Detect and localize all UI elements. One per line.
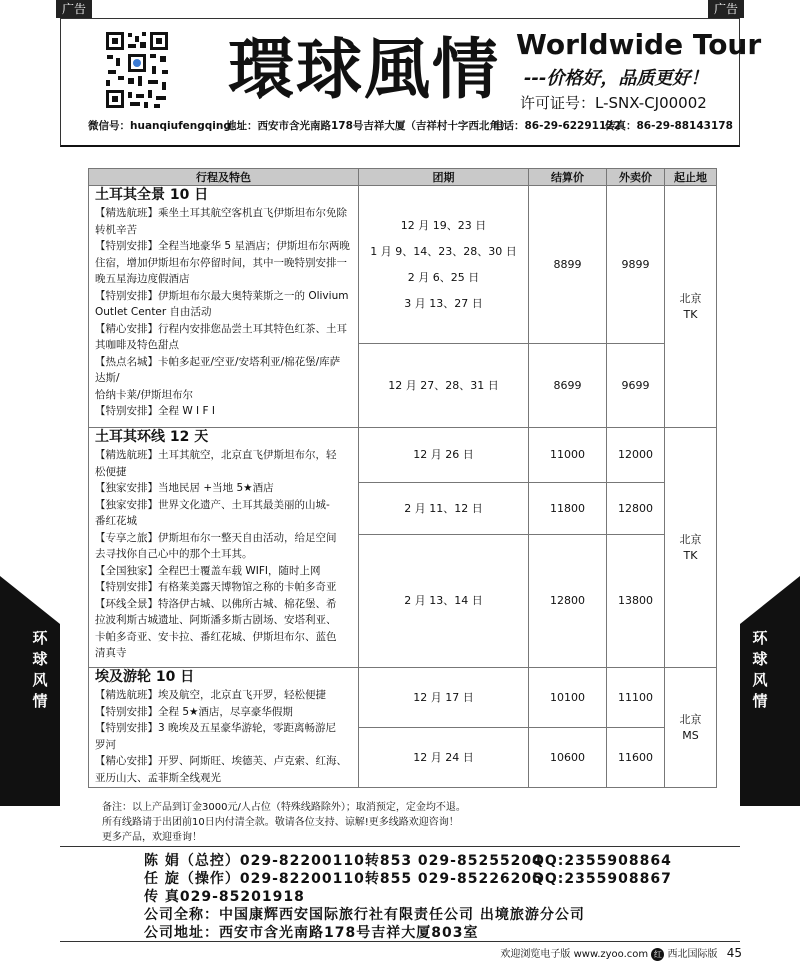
retail-price: 13800	[607, 535, 665, 668]
side-text-right	[750, 628, 770, 712]
date-line: 2 月 11、12 日	[404, 501, 483, 515]
contact-line: 任 旋（操作）029-82200110转855 029-85226205	[144, 871, 543, 887]
table-row	[89, 186, 717, 344]
fax-line: 传 真029-85201918	[144, 889, 305, 905]
origin-city: 北京	[679, 712, 702, 726]
date-line: 1 月 9、14、23、28、30 日	[370, 244, 517, 258]
contact-row	[144, 888, 585, 906]
feature-line: 晚五星海边度假酒店	[95, 273, 190, 285]
contact-row	[144, 870, 672, 888]
net-price: 8699	[529, 344, 607, 428]
side-text-char: 环	[752, 629, 768, 647]
company-fax: 传真：86-29-88143178	[605, 120, 733, 132]
feature-line: Outlet Center 自由活动	[95, 306, 212, 318]
divider	[60, 846, 740, 847]
date-cell	[359, 344, 529, 428]
header-net-price: 结算价	[529, 169, 607, 186]
contact-qq: QQ:2355908867	[532, 871, 672, 887]
retail-price: 12800	[607, 483, 665, 535]
date-line: 2 月 13、14 日	[404, 594, 483, 607]
net-price: 11000	[529, 428, 607, 483]
brand-title: 環球風情	[228, 30, 500, 108]
contact-qq: QQ:2355908864	[532, 853, 672, 869]
feature-line: 【特别安排】有格莱美露天博物馆之称的卡帕多奇亚	[95, 581, 337, 593]
feature-line: 【特别安排】伊斯坦布尔最大奥特莱斯之一的 Olivium	[95, 289, 349, 302]
feature-line: 【精心安排】开罗、阿斯旺、埃德芙、卢克索、红海、	[95, 755, 347, 767]
origin-city: 北京	[679, 532, 702, 546]
section-features	[89, 428, 359, 668]
date-cell	[359, 483, 529, 535]
brand-slogan: ---价格好，品质更好！	[524, 68, 709, 89]
footer-browse: 欢迎浏览电子版	[500, 949, 571, 960]
feature-line: 【特别安排】3 晚埃及五星豪华游轮，零距离畅游尼	[95, 722, 337, 734]
feature-line: 【热点名城】卡帕多起亚/空亚/安塔利亚/棉花堡/库萨	[95, 355, 341, 368]
feature-line: 【独家安排】当地民居 +当地 5★酒店	[95, 482, 274, 494]
origin-cell	[665, 668, 717, 788]
date-line: 12 月 17 日	[413, 690, 474, 704]
side-banner-right	[740, 576, 800, 806]
wechat-id: 微信号：huanqiufengqing	[88, 120, 231, 132]
feature-line: 罗河	[95, 738, 116, 751]
header-origin: 起止地	[665, 169, 717, 186]
qr-code-icon	[104, 30, 170, 110]
note-line: 备注：以上产品到订金3000元/人占位（特殊线路除外）；取消预定，定金均不退。	[102, 802, 466, 813]
feature-line: 番红花城	[95, 515, 137, 527]
side-text-char: 情	[32, 692, 48, 710]
retail-price: 9899	[607, 186, 665, 344]
feature-line: 【特别安排】全程 5★酒店，尽享豪华假期	[95, 705, 293, 718]
table-row	[89, 428, 717, 483]
feature-line: 【特别安排】全程 W I F I	[95, 405, 215, 417]
origin-airline: TK	[683, 307, 698, 321]
note-line: 更多产品，欢迎垂询！	[102, 832, 202, 843]
date-cell	[359, 668, 529, 728]
side-text-char: 球	[752, 650, 768, 668]
side-text-char: 风	[752, 671, 768, 689]
origin-airline: MS	[682, 728, 699, 742]
feature-line: 清真寺	[95, 647, 127, 659]
side-text-char: 情	[752, 692, 768, 710]
notes	[102, 800, 466, 845]
contact-row	[144, 906, 585, 924]
net-price: 10600	[529, 728, 607, 788]
net-price: 12800	[529, 535, 607, 668]
retail-price: 9699	[607, 344, 665, 428]
side-text-char: 风	[32, 671, 48, 689]
table-header-row	[89, 169, 717, 186]
note-line: 所有线路请于出团前10日内付清全款。敬请各位支持、谅解!更多线路欢迎咨询！	[102, 817, 459, 828]
feature-line: 【精选航班】乘坐土耳其航空客机直飞伊斯坦布尔免除	[95, 207, 347, 219]
date-cell	[359, 728, 529, 788]
feature-line: 转机辛苦	[95, 223, 137, 236]
company-name-line: 公司全称：中国康辉西安国际旅行社有限责任公司 出境旅游分公司	[144, 907, 585, 923]
footer-edition: 西北国际版	[667, 949, 718, 960]
net-price: 8899	[529, 186, 607, 344]
net-price: 10100	[529, 668, 607, 728]
date-line: 12 月 24 日	[413, 750, 474, 764]
retail-price: 11100	[607, 668, 665, 728]
brand-english: Worldwide Tour	[516, 28, 762, 61]
date-cell	[359, 428, 529, 483]
feature-line: 【精选航班】土耳其航空，北京直飞伊斯坦布尔，轻	[95, 449, 337, 461]
table-row	[89, 668, 717, 728]
net-price: 11800	[529, 483, 607, 535]
feature-line: 恰纳卡莱/伊斯坦布尔	[95, 388, 194, 401]
side-text-char: 球	[32, 650, 48, 668]
license-number: 许可证号：L-SNX-CJ00002	[520, 94, 707, 112]
page-number: 45	[726, 946, 742, 960]
feature-line: 卡帕多奇亚、安卡拉、番红花城、伊斯坦布尔、蓝色	[95, 630, 337, 643]
side-text-char: 环	[32, 629, 48, 647]
date-line: 12 月 19、23 日	[400, 218, 487, 232]
feature-line: 去寻找你自己心中的那个土耳其。	[95, 548, 253, 560]
origin-cell	[665, 186, 717, 428]
date-line: 12 月 27、28、31 日	[388, 378, 499, 392]
header-retail-price: 外卖价	[607, 169, 665, 186]
date-cell	[359, 186, 529, 344]
header-itinerary: 行程及特色	[89, 169, 359, 186]
ad-tag-right: 广告	[708, 0, 744, 18]
company-address: 地址：西安市含光南路178号吉祥大厦（吉祥村十字西北角）	[226, 120, 511, 132]
date-line: 12 月 26 日	[413, 448, 474, 461]
contact-row	[144, 924, 585, 942]
page-footer	[500, 945, 742, 961]
footer-tag: 红	[651, 948, 664, 961]
contact-row	[144, 852, 672, 870]
footer-site[interactable]: www.zyoo.com	[573, 949, 649, 960]
contact-block	[144, 852, 672, 942]
feature-line: 【环线全景】特洛伊古城、以佛所古城、棉花堡、希	[95, 597, 337, 610]
feature-line: 【精选航班】埃及航空，北京直飞开罗，轻松便捷	[95, 689, 326, 701]
retail-price: 11600	[607, 728, 665, 788]
feature-line: 【独家安排】世界文化遗产、土耳其最美丽的山城-	[95, 498, 330, 511]
date-line: 3 月 13、27 日	[404, 296, 483, 310]
feature-line: 松便捷	[95, 465, 127, 478]
feature-line: 【精心安排】行程内安排您品尝土耳其特色红茶、土耳	[95, 322, 347, 335]
retail-price: 12000	[607, 428, 665, 483]
section-features	[89, 186, 359, 428]
origin-airline: TK	[683, 548, 698, 562]
feature-line: 达斯/	[95, 372, 120, 384]
feature-line: 【专享之旅】伊斯坦布尔一整天自由活动，给足空间	[95, 531, 337, 544]
feature-line: 【全国独家】全程巴士覆盖车载 WIFI，随时上网	[95, 564, 321, 577]
section-features	[89, 668, 359, 788]
tour-table	[88, 168, 717, 788]
company-phone: 电话：86-29-62291122	[493, 120, 621, 132]
origin-city: 北京	[679, 291, 702, 305]
date-cell	[359, 535, 529, 668]
feature-line: 【特别安排】全程当地豪华 5 星酒店；伊斯坦布尔两晚	[95, 240, 350, 252]
feature-line: 拉波利斯古城遗址、阿斯潘多斯古剧场、安塔利亚、	[95, 614, 337, 626]
feature-line: 住宿，增加伊斯坦布尔停留时间，其中一晚特别安排一	[95, 256, 347, 269]
side-text-left	[30, 628, 50, 712]
section-title: 土耳其全景 10 日	[95, 187, 209, 203]
company-address-line: 公司地址：西安市含光南路178号吉祥大厦803室	[144, 925, 479, 941]
contact-line: 陈 娟（总控）029-82200110转853 029-85255204	[144, 853, 543, 869]
feature-line: 其咖啡及特色甜点	[95, 339, 179, 351]
header-dates: 团期	[359, 169, 529, 186]
ad-tag-left: 广告	[56, 0, 92, 18]
divider	[60, 941, 740, 942]
feature-line: 亚历山大、孟菲斯全线观光	[95, 771, 221, 784]
section-title: 埃及游轮 10 日	[95, 669, 195, 685]
origin-cell	[665, 428, 717, 668]
section-title: 土耳其环线 12 天	[95, 429, 209, 445]
date-line: 2 月 6、25 日	[407, 270, 480, 284]
